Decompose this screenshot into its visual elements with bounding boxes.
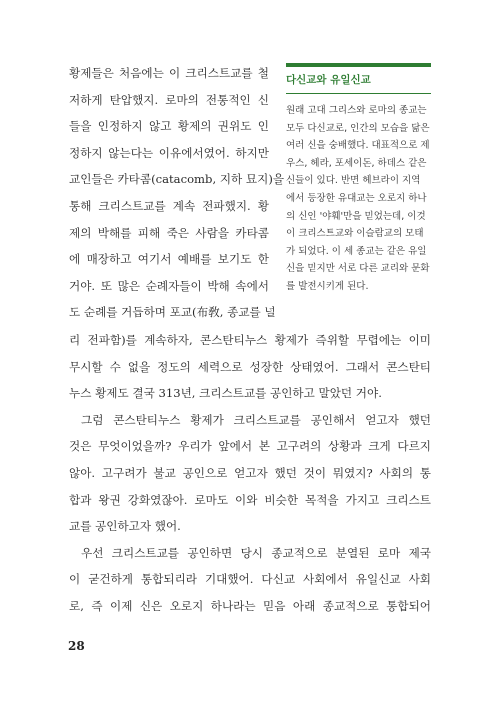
body-line: 이 굳건하게 통합되리라 기대했어. 다신교 사회에서 유일신교 사회 [69, 572, 431, 587]
body-line: 교인들은 카타콤(catacomb, 지하 묘지)을 [69, 172, 285, 187]
sidebar-line: 우스, 헤라, 포세이돈, 하데스 같은 [286, 157, 427, 169]
body-line: 정하지 않는다는 이유에서였어. 하지만 [69, 145, 269, 160]
body-line: 도 순례를 거듭하며 포교(布敎, 종교를 널 [69, 305, 276, 320]
page-number: 28 [68, 639, 85, 653]
body-text-narrow [69, 60, 285, 326]
body-line: 저하게 탄압했지. 로마의 전통적인 신 [69, 92, 269, 107]
body-line: 제의 박해를 피해 죽은 사람을 카타콤 [69, 225, 269, 240]
sidebar-line: 가 되었다. 이 세 종교는 같은 유일 [286, 245, 427, 257]
body-line: 것은 무엇이었을까? 우리가 앞에서 본 고구려의 상황과 크게 다르지 [69, 439, 431, 454]
body-line: 교를 공인하고자 했어. [69, 519, 181, 534]
sidebar-line: 신들이 있다. 반면 헤브라이 지역 [286, 175, 421, 187]
body-line: 에 매장하고 여기서 예배를 보기도 한 [69, 252, 269, 267]
body-line: 거야. 또 많은 순례자들이 박해 속에서 [69, 278, 269, 293]
body-line: 들을 인정하지 않고 황제의 권위도 인 [69, 119, 269, 134]
sidebar-line: 여러 신을 숭배했다. 대표적으로 제 [286, 140, 430, 152]
sidebar-body [286, 102, 431, 296]
sidebar-line: 를 발전시키게 된다. [286, 280, 369, 292]
paragraph-first-line: 우선 크리스트교를 공인하면 당시 종교적으로 분열된 로마 제국 [81, 545, 431, 560]
sidebar-box [286, 63, 431, 296]
sidebar-line: 원래 고대 그리스와 로마의 종교는 [286, 105, 427, 116]
body-line: 무시할 수 없을 정도의 세력으로 성장한 상태였어. 그래서 콘스탄티 [69, 359, 431, 374]
body-line: 황제들은 처음에는 이 크리스트교를 철 [69, 66, 269, 80]
body-line: 누스 황제도 결국 313년, 크리스트교를 공인하고 말았던 거야. [69, 386, 382, 401]
body-line: 합과 왕권 강화였잖아. 로마도 이와 비슷한 목적을 가지고 크리스트 [69, 492, 431, 507]
body-line: 로, 즉 이제 신은 오로지 하나라는 믿음 아래 종교적으로 통합되어 [69, 598, 431, 613]
sidebar-line: 모두 다신교로, 인간의 모습을 닮은 [286, 122, 430, 134]
body-line: 리 전파함)를 계속하자, 콘스탄티누스 황제가 즉위할 무렵에는 이미 [69, 333, 431, 347]
body-text-full [69, 327, 431, 620]
sidebar-line: 에서 등장한 유대교는 오로지 하나 [286, 192, 427, 204]
sidebar-line: 이 크리스트교와 이슬람교의 모태 [286, 228, 424, 240]
sidebar-line: 의 신인 '야훼'만을 믿었는데, 이것 [286, 210, 426, 222]
paragraph-first-line: 그럼 콘스탄티누스 황제가 크리스트교를 공인해서 얻고자 했던 [81, 412, 431, 427]
body-line: 통해 크리스트교를 계속 전파했지. 황 [69, 198, 269, 213]
sidebar-title: 다신교와 유일신교 [286, 67, 431, 94]
sidebar-line: 신을 믿지만 서로 다른 교리와 문화 [286, 263, 430, 275]
body-line: 않아. 고구려가 불교 공인으로 얻고자 했던 것이 뭐였지? 사회의 통 [69, 465, 431, 480]
